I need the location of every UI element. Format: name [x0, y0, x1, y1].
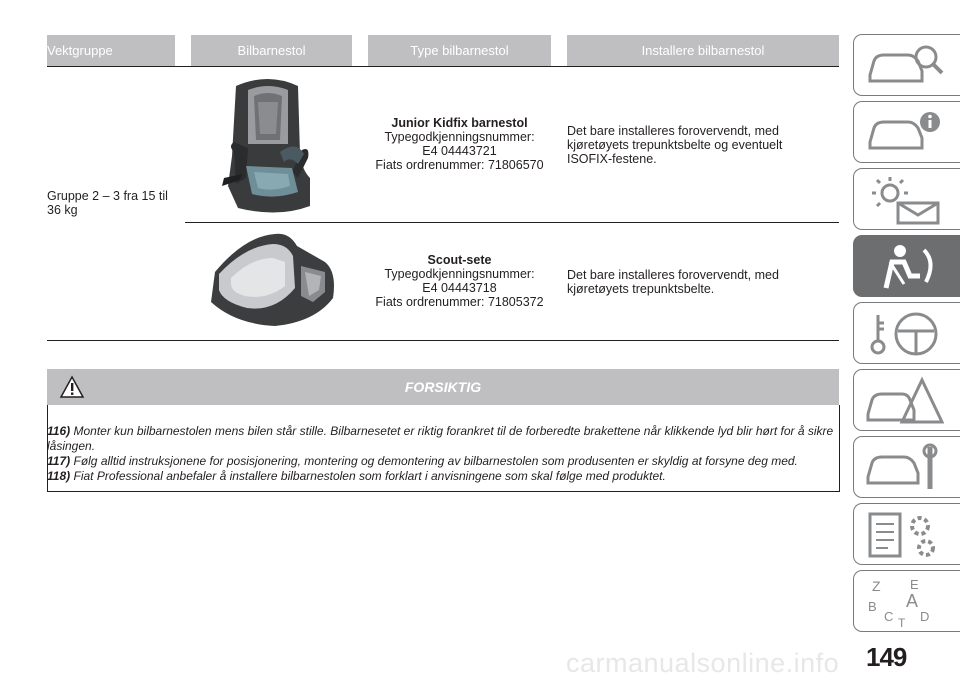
header-weight-group: Vektgruppe [47, 35, 175, 66]
car-warning-icon [864, 376, 944, 426]
tab-safety[interactable] [853, 235, 960, 297]
note-number: 118) [47, 469, 71, 483]
caution-note-118 [47, 469, 837, 484]
weight-group-text: Gruppe 2 – 3 fra 15 til 36 kg [47, 189, 168, 217]
row2-approval-label: Typegodkjenningsnummer: [384, 267, 535, 281]
row1-type [368, 116, 551, 172]
caution-note-116 [47, 424, 837, 454]
row1-approval-label: Typegodkjenningsnummer: [384, 130, 535, 144]
index-letter-t: T [898, 616, 906, 627]
dashboard-lights-icon [864, 175, 944, 225]
car-wrench-icon [864, 443, 944, 493]
junior-kidfix-seat-image [218, 74, 318, 218]
note-text: Følg alltid instruksjonene for posisjonering, montering og demontering av bilbarnestolen som produsenten er skyldig at forsyne deg med. [73, 454, 798, 468]
scout-seat-image [205, 232, 341, 328]
row-divider [185, 222, 839, 223]
row2-approval-number: E4 04443718 [422, 281, 497, 295]
row1-approval-number: E4 04443721 [422, 144, 497, 158]
note-number: 116) [47, 424, 71, 438]
car-search-icon [864, 41, 944, 91]
car-info-icon [864, 108, 944, 158]
header-install: Installere bilbarnestol [567, 35, 839, 66]
tab-car-search[interactable] [853, 34, 960, 96]
note-text: Monter kun bilbarnestolen mens bilen står stille. Bilbarnesetet er riktig forankret til de forberedte brakettene når klikkende lyd blir hørt for å sikre låsingen. [47, 424, 834, 453]
tab-car-info[interactable] [853, 101, 960, 163]
row2-install: Det bare installeres forovervendt, med kjøretøyets trepunktsbelte. [567, 268, 779, 296]
row1-order-number: Fiats ordrenummer: 71806570 [375, 158, 544, 172]
tab-technical-data[interactable] [853, 503, 960, 565]
row1-seat-name: Junior Kidfix barnestol [391, 116, 528, 130]
page-number: 149 [866, 642, 907, 672]
index-letter-a: A [906, 591, 919, 611]
index-letter-c: C [884, 609, 894, 624]
header-rule [47, 66, 839, 67]
note-text: Fiat Professional anbefaler å installere bilbarnestolen som forklart i anvisningene som skal følge med produktet. [73, 469, 666, 483]
caution-title: FORSIKTIG [404, 379, 482, 395]
tab-starting-driving[interactable] [853, 302, 960, 364]
watermark: carmanualsonline.info [566, 648, 840, 678]
row2-type [368, 253, 551, 309]
tab-emergency[interactable] [853, 369, 960, 431]
table-bottom-rule [47, 340, 839, 341]
key-steering-icon [864, 309, 944, 359]
index-letter-d: D [920, 609, 930, 624]
index-letter-b: B [868, 599, 877, 614]
header-child-seat: Bilbarnestol [191, 35, 352, 66]
header-seat-type: Type bilbarnestol [368, 35, 551, 66]
caution-note-117 [47, 454, 837, 469]
specs-gear-icon [864, 510, 944, 560]
tab-dashboard-lights[interactable] [853, 168, 960, 230]
seat-airbag-icon [864, 242, 944, 292]
tab-maintenance[interactable] [853, 436, 960, 498]
note-number: 117) [47, 454, 71, 468]
row1-install: Det bare installeres forovervendt, med kjøretøyets trepunktsbelte og eventuelt ISOFIX-festene. [567, 124, 783, 166]
tab-index[interactable] [853, 570, 960, 632]
index-letters-icon [864, 577, 944, 627]
row2-seat-name: Scout-sete [427, 253, 492, 267]
row2-order-number: Fiats ordrenummer: 71805372 [375, 295, 544, 309]
caution-header [47, 369, 839, 405]
index-letter-z: Z [872, 578, 881, 594]
index-letter-e: E [910, 577, 919, 592]
